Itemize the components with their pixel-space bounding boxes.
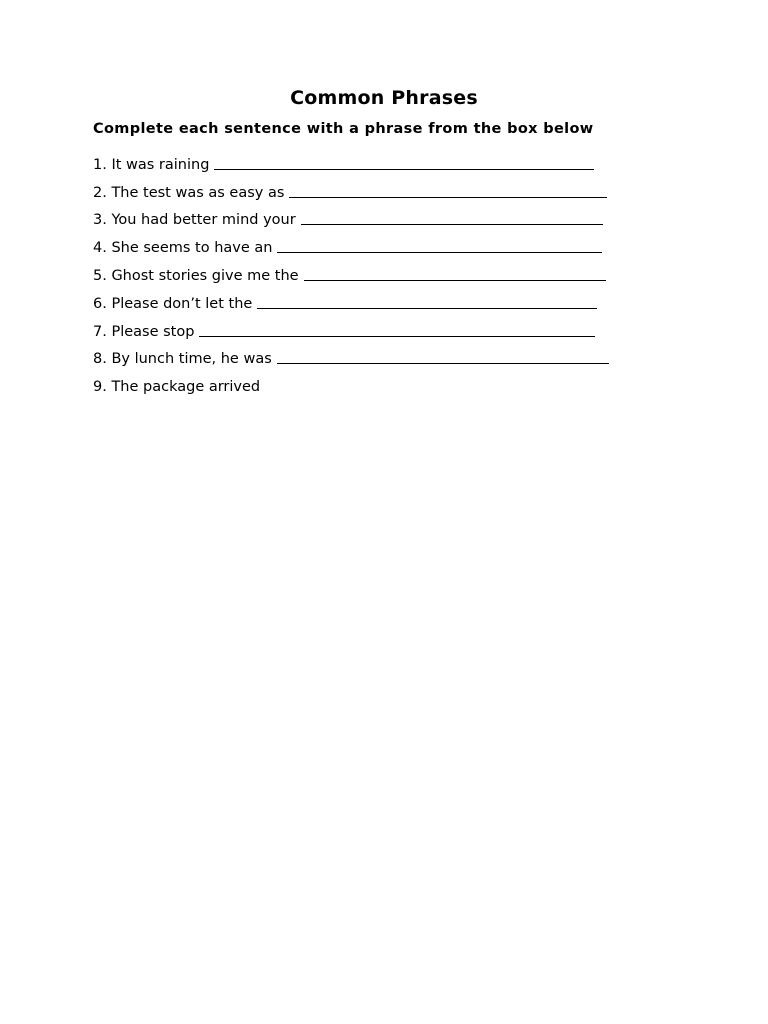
question-text: 6. Please don’t let the xyxy=(93,295,253,312)
answer-blank[interactable] xyxy=(289,196,607,198)
question-text: 9. The package arrived xyxy=(93,379,261,396)
question-text: 1. It was raining xyxy=(93,156,210,173)
instructions-text: Complete each sentence with a phrase from the box below xyxy=(93,121,594,137)
question-item xyxy=(93,147,609,175)
question-item xyxy=(93,342,609,370)
answer-blank[interactable] xyxy=(277,251,602,253)
page-title: Common Phrases xyxy=(290,87,478,109)
question-text: 8. By lunch time, he was xyxy=(93,351,272,368)
question-text: 2. The test was as easy as xyxy=(93,184,285,201)
question-item xyxy=(93,203,609,231)
question-item xyxy=(93,286,609,314)
answer-blank[interactable] xyxy=(257,307,597,309)
question-text: 7. Please stop xyxy=(93,323,195,340)
question-list xyxy=(93,147,609,397)
question-item xyxy=(93,175,609,203)
answer-blank[interactable] xyxy=(277,362,609,364)
question-item xyxy=(93,314,609,342)
answer-blank[interactable] xyxy=(214,168,594,170)
question-item xyxy=(93,369,609,397)
answer-blank[interactable] xyxy=(304,279,606,281)
question-text: 4. She seems to have an xyxy=(93,240,273,257)
question-text: 5. Ghost stories give me the xyxy=(93,267,299,284)
question-item xyxy=(93,258,609,286)
question-text: 3. You had better mind your xyxy=(93,212,296,229)
answer-blank[interactable] xyxy=(199,335,595,337)
question-item xyxy=(93,230,609,258)
answer-blank[interactable] xyxy=(301,223,603,225)
